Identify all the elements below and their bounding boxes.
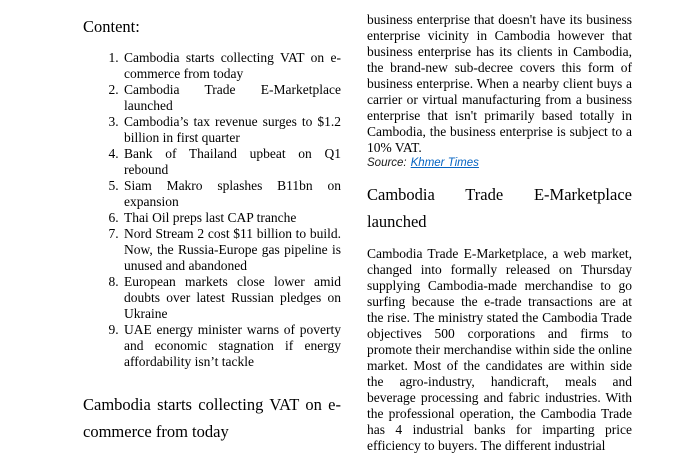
toc-item-2: 2. Cambodia Trade E-Marketplace launched	[122, 82, 341, 114]
paragraph-vat-article-continued: business enterprise that doesn't have its business enterprise vicinity in Cambodia however that business enterprise has its clients in Cambodia, the brand-new sub-decree covers this form of business enterprise. When a nearby client buys a carrier or virtual manufacturing from a business enterprise that isn't primarily based totally in Cambodia, the business enterprise is subject to a 10% VAT.	[367, 12, 632, 155]
toc-item-5: 5. Siam Makro splashes B11bn on expansion	[122, 178, 341, 210]
toc-item-8: 8. European markets close lower amid doubts over latest Russian pledges on Ukraine	[122, 274, 341, 322]
source-link-khmer-times[interactable]: Khmer Times	[410, 157, 479, 169]
left-column	[83, 0, 341, 441]
toc-item-6: 6. Thai Oil preps last CAP tranche	[122, 210, 341, 226]
right-column	[367, 0, 632, 453]
source-line	[367, 156, 632, 171]
toc-item-9: 9. UAE energy minister warns of poverty and economic stagnation if energy affordability isn’t tackle	[122, 322, 341, 370]
section-heading-emarketplace: Cambodia Trade E-Marketplace launched	[367, 185, 632, 231]
source-label: Source:	[367, 157, 407, 169]
toc-item-3: 3. Cambodia’s tax revenue surges to $1.2 billion in first quarter	[122, 114, 341, 146]
toc-item-4: 4. Bank of Thailand upbeat on Q1 rebound	[122, 146, 341, 178]
table-of-contents	[83, 50, 341, 370]
content-heading: Content:	[83, 17, 140, 36]
toc-item-1: 1. Cambodia starts collecting VAT on e-commerce from today	[122, 50, 341, 82]
section-heading-vat-ecommerce: Cambodia starts collecting VAT on e-commerce from today	[83, 395, 341, 441]
paragraph-emarketplace-article: Cambodia Trade E-Marketplace, a web market, changed into formally released on Thursday supplying Cambodia-made merchandise to go surfing because the e-trade transactions are at the rise. The ministry stated the Cambodia Trade objectives 500 corporations and firms to promote their merchandise within side the online market. Most of the candidates are within side the agro-industry, handicraft, meals and beverage processing and fabric industries. With the professional operation, the Cambodia Trade has 4 industrial banks for imparting price efficiency to buyers. The different industrial	[367, 246, 632, 453]
toc-item-7: 7. Nord Stream 2 cost $11 billion to build. Now, the Russia-Europe gas pipeline is unused and abandoned	[122, 226, 341, 274]
